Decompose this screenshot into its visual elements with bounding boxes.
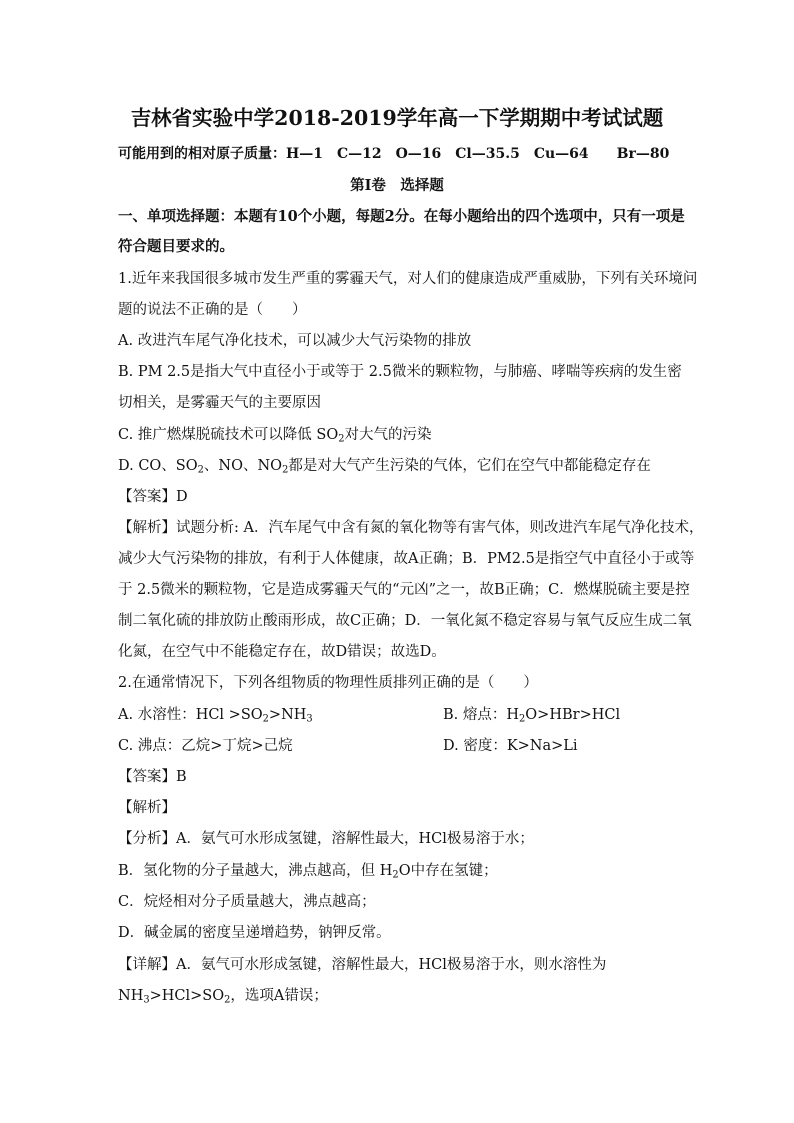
q1-analysis-line-2: 减少大气污染物的排放，有利于人体健康，故A正确；B．PM2.5是指空气中直径小于或等	[118, 551, 695, 567]
q2-fenxi-b-text: B．氢化物的分子量越大，沸点越高，但 H	[118, 863, 393, 879]
q2-option-b-text: B. 熔点：H	[443, 707, 520, 723]
subscript: 3	[306, 713, 313, 725]
q1-analysis-line-5: 化氮，在空气中不能稳定存在，故D错误；故选D。	[118, 644, 446, 660]
subscript: 2	[262, 713, 269, 725]
q2-detail-text: NH	[118, 988, 144, 1004]
q2-fenxi-c: C．烷烃相对分子质量越大，沸点越高；	[118, 894, 376, 910]
q1-answer: 【答案】D	[118, 489, 188, 505]
q2-option-a-text: >NH	[268, 707, 307, 723]
q1-option-b-line-1: B. PM 2.5是指大气中直径小于或等于 2.5微米的颗粒物，与肺癌、哮喘等疾病的发生密	[118, 364, 682, 380]
q1-option-c	[118, 425, 432, 445]
q2-fenxi-b-text: O中存在氢键；	[398, 863, 498, 879]
subscript: 2	[197, 464, 204, 476]
document-title: 吉林省实验中学2018-2019学年高一下学期期中考试试题	[130, 106, 664, 130]
q2-option-a	[118, 705, 313, 725]
q1-option-d	[118, 456, 651, 476]
subscript: 3	[143, 994, 150, 1006]
instructions-line-1: 一、单项选择题：本题有10个小题，每题2分。在每小题给出的四个选项中，只有一项是	[118, 208, 685, 225]
instructions-line-2: 符合题目要求的。	[118, 238, 234, 255]
q2-option-b	[443, 705, 620, 725]
subscript: 2	[392, 869, 399, 881]
q2-analysis-heading: 【解析】	[118, 800, 176, 816]
q2-option-a-text: A. 水溶性：HCl >SO	[118, 707, 263, 723]
q1-option-a: A. 改进汽车尾气净化技术，可以减少大气污染物的排放	[118, 333, 472, 349]
q2-detail-line-1: 【详解】A．氨气可水形成氢键，溶解性最大，HCl极易溶于水，则水溶性为	[118, 957, 607, 973]
q1-option-c-text: 对大气的污染	[344, 427, 432, 443]
q1-analysis-line-4: 制二氧化硫的排放防止酸雨形成，故C正确；D．一氧化氮不稳定容易与氧气反应生成二氧	[118, 613, 692, 629]
q2-detail-line-2	[118, 986, 328, 1006]
q1-analysis-line-3: 于 2.5微米的颗粒物，它是造成雾霾天气的“元凶”之一，故B正确；C．燃煤脱硫主要是控	[118, 582, 690, 598]
subscript: 2	[282, 464, 289, 476]
q2-option-d: D. 密度：K>Na>Li	[443, 738, 578, 754]
q2-detail-text: >HCl>SO	[149, 988, 225, 1004]
q1-option-c-text: C. 推广燃煤脱硫技术可以降低 SO	[118, 427, 339, 443]
q1-stem-line-1: 1.近年来我国很多城市发生严重的雾霾天气，对人们的健康造成严重威胁，下列有关环境问	[118, 271, 698, 287]
subscript: 2	[338, 433, 345, 445]
subscript: 2	[224, 994, 231, 1006]
q2-option-b-text: O>HBr>HCl	[525, 707, 621, 723]
q1-option-d-text: 都是对大气产生污染的气体，它们在空气中都能稳定存在	[288, 458, 651, 474]
q2-answer: 【答案】B	[118, 769, 187, 785]
q2-fenxi-a: 【分析】A．氨气可水形成氢键，溶解性最大，HCl极易溶于水；	[118, 831, 534, 847]
q2-detail-text: ，选项A错误；	[230, 988, 328, 1004]
q2-fenxi-b	[118, 861, 498, 881]
q2-stem: 2.在通常情况下，下列各组物质的物理性质排列正确的是（ ）	[118, 675, 538, 691]
q1-analysis-line-1: 【解析】试题分析: A．汽车尾气中含有氮的氧化物等有害气体，则改进汽车尾气净化技术，	[118, 520, 704, 536]
q1-option-d-text: D. CO、SO	[118, 458, 198, 474]
atomic-masses-line: 可能用到的相对原子质量：H—1 C—12 O—16 Cl—35.5 Cu—64 Br—80	[118, 146, 670, 162]
q1-option-d-text: 、NO、NO	[203, 458, 283, 474]
q1-option-b-line-2: 切相关，是雾霾天气的主要原因	[118, 395, 321, 411]
subscript: 2	[519, 713, 526, 725]
q1-stem-line-2: 题的说法不正确的是（ ）	[118, 302, 307, 318]
q2-option-c: C. 沸点：乙烷>丁烷>己烷	[118, 738, 293, 754]
q2-fenxi-d: D．碱金属的密度呈递增趋势，钠钾反常。	[118, 925, 391, 941]
section-heading: 第Ⅰ卷 选择题	[350, 177, 444, 194]
